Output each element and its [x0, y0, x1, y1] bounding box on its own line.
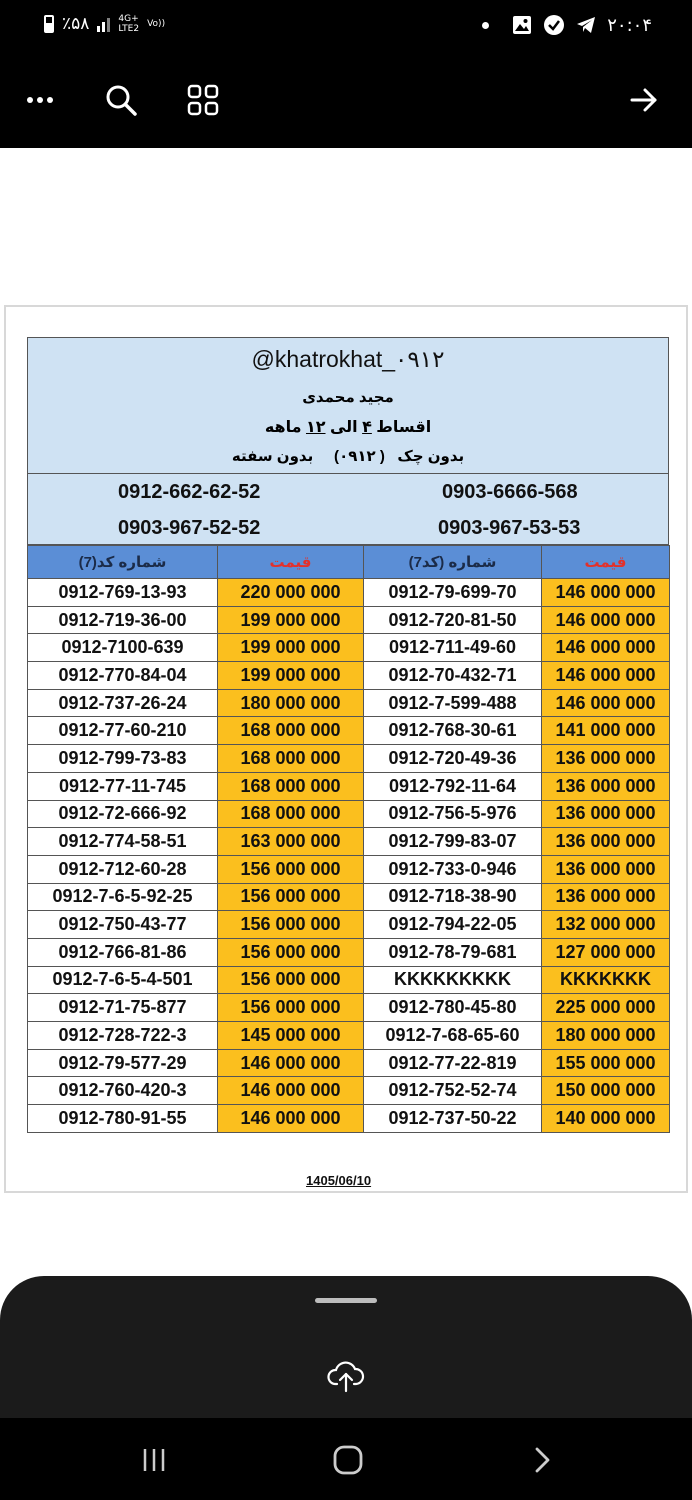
sheet-header — [27, 337, 669, 473]
installments-mid: الی — [325, 419, 363, 436]
number-cell: 0912-78-79-681 — [364, 938, 542, 966]
table-row — [28, 855, 670, 883]
price-cell: 156 000 000 — [218, 855, 364, 883]
table-row — [28, 883, 670, 911]
number-cell: 0912-711-49-60 — [364, 634, 542, 662]
price-cell: 225 000 000 — [542, 994, 670, 1022]
table-row — [28, 828, 670, 856]
installments-max: ۱۲ — [305, 419, 326, 436]
price-cell: 199 000 000 — [218, 606, 364, 634]
installments-min: ۴ — [362, 419, 372, 436]
price-cell: 156 000 000 — [218, 938, 364, 966]
number-cell: 0912-718-38-90 — [364, 883, 542, 911]
recents-button[interactable] — [132, 1438, 176, 1482]
price-cell: 163 000 000 — [218, 828, 364, 856]
number-cell: 0912-7-6-5-4-501 — [28, 966, 218, 994]
number-cell: 0912-766-81-86 — [28, 938, 218, 966]
price-cell: 136 000 000 — [542, 855, 670, 883]
home-icon — [332, 1444, 364, 1476]
status-left — [44, 14, 165, 34]
price-cell: 155 000 000 — [542, 1049, 670, 1077]
bottom-sheet — [0, 1276, 692, 1500]
table-row — [28, 994, 670, 1022]
grid-view-button[interactable] — [181, 78, 225, 122]
notification-dot-icon — [482, 22, 489, 29]
search-icon — [104, 83, 138, 117]
number-cell: 0912-799-83-07 — [364, 828, 542, 856]
number-cell: 0912-737-26-24 — [28, 689, 218, 717]
number-cell: 0912-77-11-745 — [28, 772, 218, 800]
battery-icon — [44, 15, 54, 33]
number-cell: 0912-780-91-55 — [28, 1105, 218, 1133]
drag-handle[interactable] — [315, 1298, 377, 1303]
number-cell: 0912-71-75-877 — [28, 994, 218, 1022]
table-row — [28, 911, 670, 939]
price-cell: 168 000 000 — [218, 717, 364, 745]
price-table — [27, 545, 670, 1133]
number-cell: 0912-720-81-50 — [364, 606, 542, 634]
price-cell: 146 000 000 — [218, 1077, 364, 1105]
table-row — [28, 689, 670, 717]
telegram-icon — [575, 14, 597, 36]
number-cell: 0912-760-420-3 — [28, 1077, 218, 1105]
table-row — [28, 938, 670, 966]
number-cell: 0912-7100-639 — [28, 634, 218, 662]
price-cell: 199 000 000 — [218, 662, 364, 690]
price-cell: 136 000 000 — [542, 883, 670, 911]
table-row — [28, 662, 670, 690]
number-cell: 0912-737-50-22 — [364, 1105, 542, 1133]
number-cell: 0912-794-22-05 — [364, 911, 542, 939]
forward-button[interactable] — [622, 78, 666, 122]
price-cell: 146 000 000 — [542, 662, 670, 690]
price-cell: 136 000 000 — [542, 745, 670, 773]
price-sheet — [27, 337, 669, 1133]
number-cell: 0912-719-36-00 — [28, 606, 218, 634]
column-header-number: شماره کد(7) — [28, 546, 218, 579]
viewer-toolbar — [0, 56, 692, 148]
number-cell: 0912-792-11-64 — [364, 772, 542, 800]
contact-right-bottom: 0903-967-53-53 — [438, 517, 581, 539]
number-cell: 0912-70-432-71 — [364, 662, 542, 690]
column-header-price-right: قیمت — [542, 546, 670, 579]
installments-suffix: ماهه — [264, 419, 306, 436]
price-cell: 146 000 000 — [542, 634, 670, 662]
column-header-price: قیمت — [218, 546, 364, 579]
price-cell: 132 000 000 — [542, 911, 670, 939]
price-cell: 136 000 000 — [542, 828, 670, 856]
column-header-number-right: شماره (کد7) — [364, 546, 542, 579]
forward-arrow-icon — [629, 85, 659, 115]
price-cell: 146 000 000 — [542, 606, 670, 634]
more-icon — [25, 95, 55, 105]
number-cell: 0912-7-6-5-92-25 — [28, 883, 218, 911]
table-row — [28, 1049, 670, 1077]
network-sim: LTE2 — [118, 24, 140, 34]
price-cell: 168 000 000 — [218, 800, 364, 828]
upload-button[interactable] — [326, 1356, 366, 1396]
number-cell: 0912-7-599-488 — [364, 689, 542, 717]
number-cell: 0912-72-666-92 — [28, 800, 218, 828]
status-bar — [0, 0, 692, 56]
price-cell: 146 000 000 — [542, 689, 670, 717]
network-type: 4G+ — [118, 14, 139, 24]
price-cell: 127 000 000 — [542, 938, 670, 966]
recents-icon — [139, 1445, 169, 1475]
price-cell: 199 000 000 — [218, 634, 364, 662]
channel-handle: @khatrokhat_۰۹۱۲ — [251, 346, 445, 372]
price-cell: 168 000 000 — [218, 745, 364, 773]
no-check-text: بدون چک ( ۰۹۱۲) بدون سفته — [231, 448, 465, 465]
price-cell: 145 000 000 — [218, 1022, 364, 1050]
number-cell: 0912-780-45-80 — [364, 994, 542, 1022]
table-row — [28, 579, 670, 607]
table-row — [28, 717, 670, 745]
number-cell: 0912-77-22-819 — [364, 1049, 542, 1077]
back-button[interactable] — [520, 1438, 564, 1482]
number-cell: 0912-769-13-93 — [28, 579, 218, 607]
number-cell: 0912-7-68-65-60 — [364, 1022, 542, 1050]
system-nav-bar — [0, 1418, 692, 1500]
price-cell: 141 000 000 — [542, 717, 670, 745]
image-preview[interactable] — [4, 305, 688, 1193]
number-cell: 0912-770-84-04 — [28, 662, 218, 690]
number-cell: KKKKKKKKK — [364, 966, 542, 994]
price-cell: 220 000 000 — [218, 579, 364, 607]
status-right — [482, 14, 652, 36]
contact-left-bottom: 0903-967-52-52 — [118, 517, 261, 539]
number-cell: 0912-728-722-3 — [28, 1022, 218, 1050]
number-cell: 0912-733-0-946 — [364, 855, 542, 883]
number-cell: 0912-768-30-61 — [364, 717, 542, 745]
table-row — [28, 1022, 670, 1050]
contact-right-top: 0903-6666-568 — [442, 481, 578, 503]
clock: ۲۰:۰۴ — [607, 14, 652, 36]
table-row — [28, 1077, 670, 1105]
network-indicator — [118, 14, 139, 34]
price-cell: 180 000 000 — [218, 689, 364, 717]
price-cell: 136 000 000 — [542, 800, 670, 828]
price-cell: 156 000 000 — [218, 994, 364, 1022]
number-cell: 0912-756-5-976 — [364, 800, 542, 828]
price-cell: 146 000 000 — [218, 1105, 364, 1133]
table-row — [28, 745, 670, 773]
number-cell: 0912-799-73-83 — [28, 745, 218, 773]
table-header-row — [28, 546, 670, 579]
seller-name: مجید محمدی — [302, 389, 394, 406]
price-cell: 136 000 000 — [542, 772, 670, 800]
gallery-icon — [511, 14, 533, 36]
price-cell: 156 000 000 — [218, 911, 364, 939]
number-cell: 0912-79-577-29 — [28, 1049, 218, 1077]
home-button[interactable] — [326, 1438, 370, 1482]
number-cell: 0912-752-52-74 — [364, 1077, 542, 1105]
installments-text — [28, 417, 668, 437]
number-cell: 0912-750-43-77 — [28, 911, 218, 939]
installments-prefix: اقساط — [371, 419, 432, 436]
table-row — [28, 606, 670, 634]
price-cell: KKKKKKK — [542, 966, 670, 994]
price-cell: 156 000 000 — [218, 966, 364, 994]
table-row — [28, 800, 670, 828]
grid-icon — [186, 83, 220, 117]
signal-icon — [97, 16, 110, 32]
more-options-button[interactable] — [18, 78, 62, 122]
number-cell: 0912-774-58-51 — [28, 828, 218, 856]
shield-check-icon — [543, 14, 565, 36]
battery-percent: ٪۵۸ — [62, 14, 90, 34]
price-cell: 146 000 000 — [218, 1049, 364, 1077]
number-cell: 0912-712-60-28 — [28, 855, 218, 883]
price-cell: 168 000 000 — [218, 772, 364, 800]
table-row — [28, 966, 670, 994]
table-row — [28, 1105, 670, 1133]
number-cell: 0912-77-60-210 — [28, 717, 218, 745]
search-button[interactable] — [99, 78, 143, 122]
table-row — [28, 634, 670, 662]
price-cell: 156 000 000 — [218, 883, 364, 911]
sheet-date: 1405/06/10 — [306, 1173, 372, 1188]
number-cell: 0912-79-699-70 — [364, 579, 542, 607]
number-cell: 0912-720-49-36 — [364, 745, 542, 773]
contact-numbers — [27, 473, 669, 545]
price-cell: 146 000 000 — [542, 579, 670, 607]
volte-indicator: Vo)) — [147, 19, 166, 29]
back-chevron-icon — [530, 1445, 554, 1475]
cloud-upload-icon — [326, 1356, 366, 1396]
price-cell: 140 000 000 — [542, 1105, 670, 1133]
price-cell: 150 000 000 — [542, 1077, 670, 1105]
price-cell: 180 000 000 — [542, 1022, 670, 1050]
table-row — [28, 772, 670, 800]
contact-left-top: 0912-662-62-52 — [118, 481, 261, 503]
